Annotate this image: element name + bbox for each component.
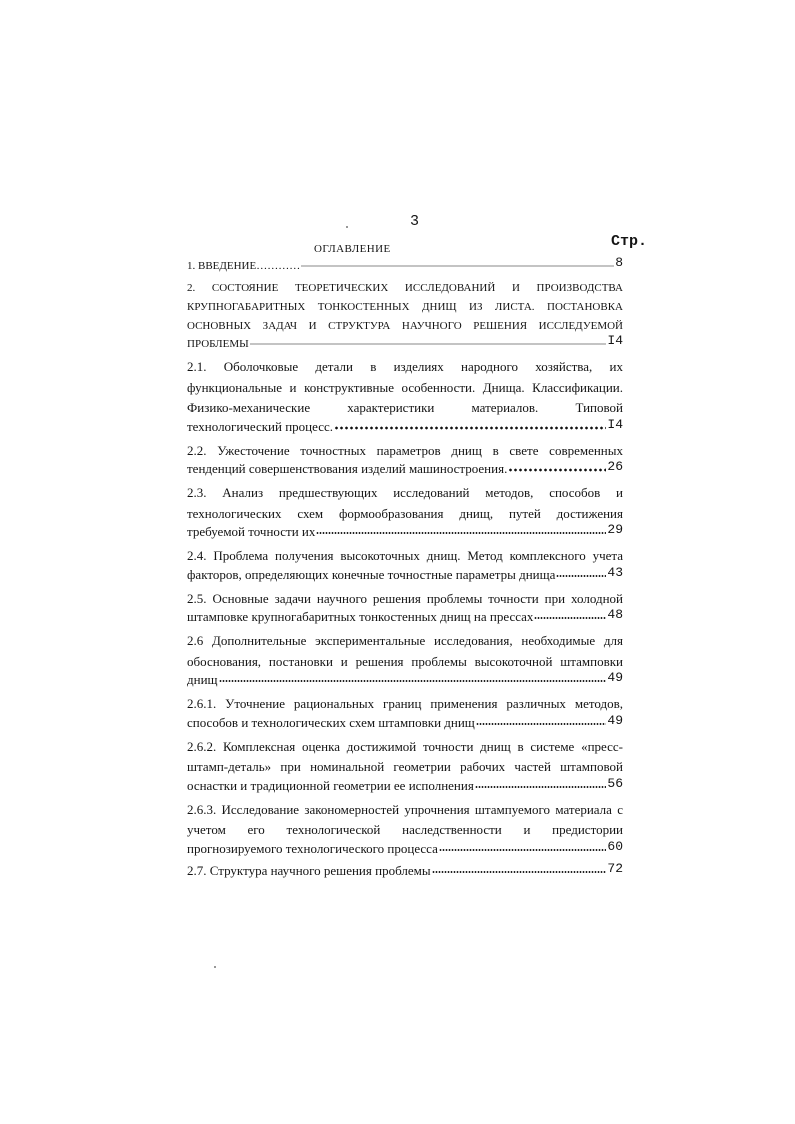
toc-entry-line: 2.6.1. Уточнение рациональных границ применения различных методов, xyxy=(187,696,623,711)
dot-leader xyxy=(334,426,606,430)
toc-entry-line: штамп-деталь» при номинальной геометрии рабочих частей штамповой xyxy=(187,759,623,774)
toc-page-ref: 48 xyxy=(607,607,623,622)
toc-page-ref: 43 xyxy=(607,564,623,580)
toc-entry-line: 2.7. Структура научного решения проблемы xyxy=(187,862,431,878)
toc-page-ref: I4 xyxy=(607,416,623,432)
toc-entry-line: днищ xyxy=(187,672,218,687)
dot-leader xyxy=(534,616,606,620)
dot-leader xyxy=(219,679,607,683)
dot-leader xyxy=(439,848,607,852)
toc-entry-2-6-2 xyxy=(187,737,623,794)
toc-entry-line: 2.4. Проблема получения высокоточных днищ. Метод комплексного учета xyxy=(187,548,623,563)
toc-entry-line: ПРОБЛЕМЫ xyxy=(187,338,249,350)
toc-entry-line: Физико-механические характеристики материалов. Типовой xyxy=(187,400,623,415)
dot-leader xyxy=(476,722,607,726)
toc-entry-line: 2.6.2. Комплексная оценка достижимой точности днищ в системе «пресс- xyxy=(187,738,623,754)
toc-entry-line: учетом его технологической наследственности и предистории xyxy=(187,822,623,837)
toc-entry-line: технологический процесс. xyxy=(187,418,334,434)
toc-page-ref: 49 xyxy=(607,670,623,685)
toc-entry-line: 2.5. Основные задачи научного решения проблемы точности при холодной xyxy=(187,590,623,606)
toc-entry-line: технологических схем формообразования днищ, путей достижения xyxy=(187,505,623,521)
toc-page-ref: 8 xyxy=(615,255,623,270)
table-of-contents xyxy=(187,255,623,885)
toc-entry-line: 2. СОСТОЯНИЕ ТЕОРЕТИЧЕСКИХ ИССЛЕДОВАНИЙ И ПРОИЗВОДСТВА xyxy=(187,282,623,294)
toc-entry-line: ОСНОВНЫХ ЗАДАЧ И СТРУКТУРА НАУЧНОГО РЕШЕНИЯ ИССЛЕДУЕМОЙ xyxy=(187,320,623,332)
toc-page-ref: 49 xyxy=(607,712,623,728)
toc-entry-line: требуемой точности их xyxy=(187,524,316,539)
toc-entry-line: 2.1. Оболочковые детали в изделиях народного хозяйства, их xyxy=(187,359,623,374)
toc-entry-line: штамповке крупногабаритных тонкостенных днищ на прессах xyxy=(187,609,534,624)
toc-entry-line: способов и технологических схем штамповки днищ xyxy=(187,714,475,730)
dot-leader xyxy=(316,531,606,535)
toc-entry-2 xyxy=(187,279,623,351)
toc-entry-line: обоснования, постановки и решения проблемы высокоточной штамповки xyxy=(187,653,623,669)
toc-entry-line: 2.3. Анализ предшествующих исследований методов, способов и xyxy=(187,485,623,500)
toc-entry-line: оснастки и традиционной геометрии ее исполнения xyxy=(187,777,474,793)
toc-entry-2-2 xyxy=(187,441,623,478)
toc-entry-2-6 xyxy=(187,631,623,688)
dot-leader xyxy=(250,342,607,346)
toc-page-ref: 26 xyxy=(607,459,623,474)
toc-entry-2-6-1 xyxy=(187,694,623,731)
toc-entry-2-4 xyxy=(187,546,623,583)
dot-leader xyxy=(432,870,607,874)
toc-title: ОГЛАВЛЕНИЕ xyxy=(314,243,391,255)
toc-page-ref: 29 xyxy=(607,522,623,537)
toc-entry-2-6-3 xyxy=(187,800,623,857)
toc-entry-line: 1. ВВЕДЕНИЕ………… xyxy=(187,260,301,272)
toc-page-ref: 56 xyxy=(607,775,623,791)
toc-entry-2-7 xyxy=(187,860,623,879)
toc-entry-1 xyxy=(187,255,623,273)
toc-entry-line: прогнозируемого технологического процесса xyxy=(187,840,438,856)
toc-entry-line: КРУПНОГАБАРИТНЫХ ТОНКОСТЕННЫХ ДНИЩ ИЗ ЛИСТА. ПОСТАНОВКА xyxy=(187,301,623,313)
page-column-label: Стр. xyxy=(611,233,648,250)
page-number: 3 xyxy=(410,213,420,230)
toc-page-ref: 72 xyxy=(607,860,623,876)
dot-leader xyxy=(475,785,607,789)
toc-entry-2-3 xyxy=(187,483,623,540)
dot-leader xyxy=(556,574,606,578)
dot-leader xyxy=(508,468,606,472)
toc-page-ref: 60 xyxy=(607,838,623,854)
dot-leader xyxy=(301,264,614,268)
toc-entry-2-5 xyxy=(187,589,623,626)
toc-entry-line: 2.6 Дополнительные экспериментальные исследования, необходимые для xyxy=(187,633,623,648)
scan-speck xyxy=(346,226,348,228)
toc-entry-line: функциональные и конструктивные особенности. Днища. Классификации. xyxy=(187,379,623,395)
toc-entry-line: тенденций совершенствования изделий машиностроения. xyxy=(187,461,508,476)
toc-entry-line: факторов, определяющих конечные точностные параметры днища xyxy=(187,566,556,582)
toc-entry-line: 2.2. Ужесточение точностных параметров днищ в свете современных xyxy=(187,442,623,458)
scan-speck xyxy=(214,966,216,968)
toc-entry-line: 2.6.3. Исследование закономерностей упрочнения штампуемого материала с xyxy=(187,801,623,817)
toc-page-ref: I4 xyxy=(607,333,623,348)
toc-entry-2-1 xyxy=(187,357,623,435)
